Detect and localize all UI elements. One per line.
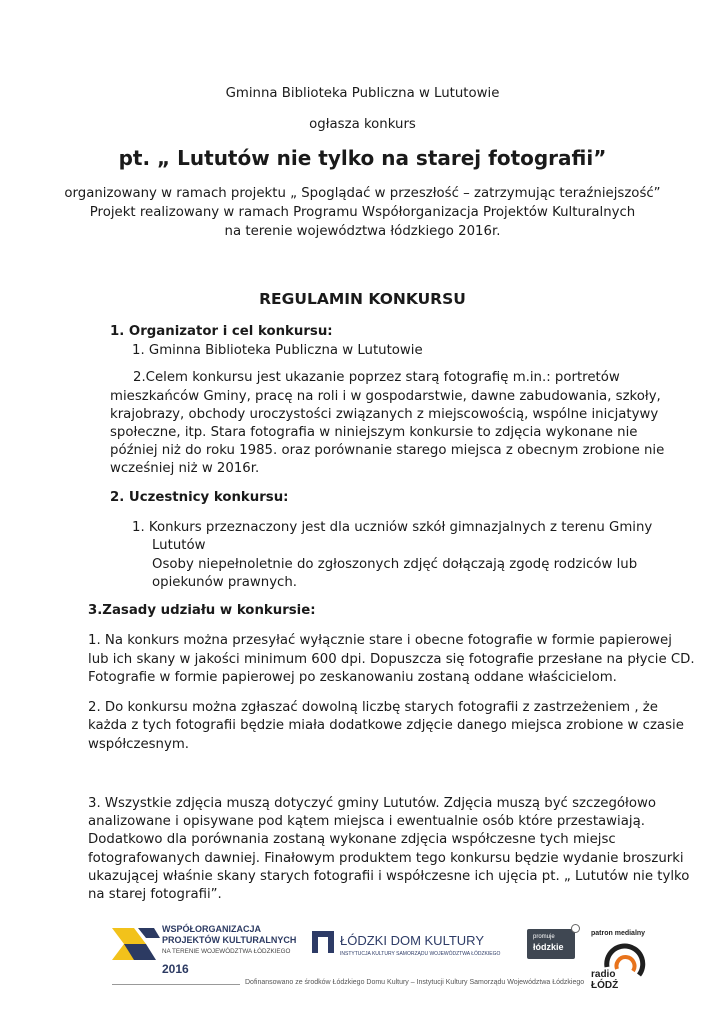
section-2-line: opiekunów prawnych. <box>152 575 298 590</box>
logo-chevron-shape <box>138 928 160 938</box>
organized-line-3: na terenie województwa łódzkiego 2016r. <box>224 224 501 239</box>
lodz-word: ŁÓDŹ <box>591 980 619 991</box>
footer-divider <box>112 984 240 985</box>
section-3-heading: 3.Zasady udziału w konkursie: <box>88 603 316 618</box>
ldk-subtitle: INSTYTUCJA KULTURY SAMORZĄDU WOJEWÓDZTWA ŁÓDZKIEGO <box>340 951 501 957</box>
wsp-year: 2016 <box>162 962 189 976</box>
section-3-p1-line: lub ich skany w jakości minimum 600 dpi. Dopuszcza się fotografie przesłane na płycie CD. <box>88 652 695 667</box>
patron-label: patron medialny <box>591 930 646 937</box>
radio-lodz-logo <box>585 925 655 995</box>
organized-line-1: organizowany w ramach projektu „ Spoglądać w przeszłość – zatrzymując teraźniejszość” <box>64 186 661 201</box>
announcement-line: ogłasza konkurs <box>309 117 416 132</box>
section-3-p3-line: fotografowanych dawniej. Finałowym produktem tego konkursu będzie wydanie broszurki <box>88 851 684 866</box>
section-1-p2-line: później niż do roku 1985. oraz porównanie starego miejsca z obecnym zrobione nie <box>110 443 665 458</box>
section-3-p3-line: analizowane i opisywane pod kątem miejsca i ewentualnie osób które przestawiają. <box>88 814 645 829</box>
section-2-line: Osoby niepełnoletnie do zgłoszonych zdjęć dołączają zgodę rodziców lub <box>152 557 638 572</box>
section-3-p2-line: 2. Do konkursu można zgłaszać dowolną liczbę starych fotografii z zastrzeżeniem , że <box>88 700 658 715</box>
registered-icon <box>571 924 580 933</box>
section-2-line: Lututów <box>152 538 206 553</box>
regulations-title: REGULAMIN KONKURSU <box>259 290 466 308</box>
wspolorganizacja-logo <box>110 922 320 982</box>
section-3-p2-line: każda z tych fotografii będzie miała dodatkowe zdjęcie danego miejsca zrobione w czasie <box>88 718 684 733</box>
ldk-name: ŁÓDZKI DOM KULTURY <box>340 933 484 948</box>
section-3-p3-line: na starej fotografii”. <box>88 887 222 902</box>
ldk-door-shape <box>318 937 328 953</box>
library-name: Gminna Biblioteka Publiczna w Lututowie <box>225 86 500 101</box>
section-1-heading: 1. Organizator i cel konkursu: <box>110 324 333 339</box>
section-2-heading: 2. Uczestnicy konkursu: <box>110 490 289 505</box>
section-3-p3-line: ukazującej właśnie skany starych fotografii i współczesne ich ujęcia pt. „ Lututów nie tylko <box>88 869 690 884</box>
lodzkie-text: łódzkie <box>533 942 564 952</box>
wsp-line-3: NA TERENIE WOJEWÓDZTWA ŁÓDZKIEGO <box>162 948 291 955</box>
section-3-p1-line: 1. Na konkurs można przesyłać wyłącznie stare i obecne fotografie w formie papierowej <box>88 633 672 648</box>
promuje-lodzkie-logo <box>527 929 575 959</box>
contest-title: pt. „ Lututów nie tylko na starej fotografii” <box>118 146 607 170</box>
section-1-p2-line: wcześniej niż w 2016r. <box>110 461 260 476</box>
section-2-line: 1. Konkurs przeznaczony jest dla uczniów szkół gimnazjalnych z terenu Gminy <box>132 520 653 535</box>
section-3-p1-line: Fotografie w formie papierowej po zeskanowaniu zostaną oddane właścicielom. <box>88 670 617 685</box>
section-1-p2-line: 2.Celem konkursu jest ukazanie poprzez starą fotografię m.in.: portretów <box>133 370 620 385</box>
section-1-p2-line: społeczne, itp. Stara fotografia w niniejszym konkursie to zdjęcia wykonane nie <box>110 425 638 440</box>
promuje-text: promuje <box>533 934 555 940</box>
wsp-line-1: WSPÓŁORGANIZACJA <box>162 924 261 934</box>
section-1-item-1: 1. Gminna Biblioteka Publiczna w Lututowie <box>132 343 423 358</box>
wsp-line-2: PROJEKTÓW KULTURALNYCH <box>162 935 297 945</box>
section-3-p3-line: 3. Wszystkie zdjęcia muszą dotyczyć gminy Lututów. Zdjęcia muszą być szczegółowo <box>88 796 656 811</box>
organized-line-2: Projekt realizowany w ramach Programu Współorganizacja Projektów Kulturalnych <box>89 205 636 220</box>
section-1-p2-line: mieszkańców Gminy, pracę na roli i w gospodarstwie, dawne zabudowania, szkoły, <box>110 389 661 404</box>
section-1-p2-line: krajobrazy, obchody uroczystości związanych z miejscowością, wspólne inicjatywy <box>110 407 659 422</box>
section-3-p3-line: Dodatkowo dla porównania zostaną wykonane zdjęcia współczesne tych miejsc <box>88 832 616 847</box>
section-3-p2-line: współczesnym. <box>88 737 190 752</box>
lodzki-dom-kultury-logo <box>310 927 510 967</box>
radio-inner-arc-icon <box>616 957 634 971</box>
radio-word: radio <box>591 969 616 980</box>
funding-note: Dofinansowano ze środków Łódzkiego Domu Kultury – Instytucji Kultury Samorządu Województwa Łódzkiego <box>245 979 585 986</box>
